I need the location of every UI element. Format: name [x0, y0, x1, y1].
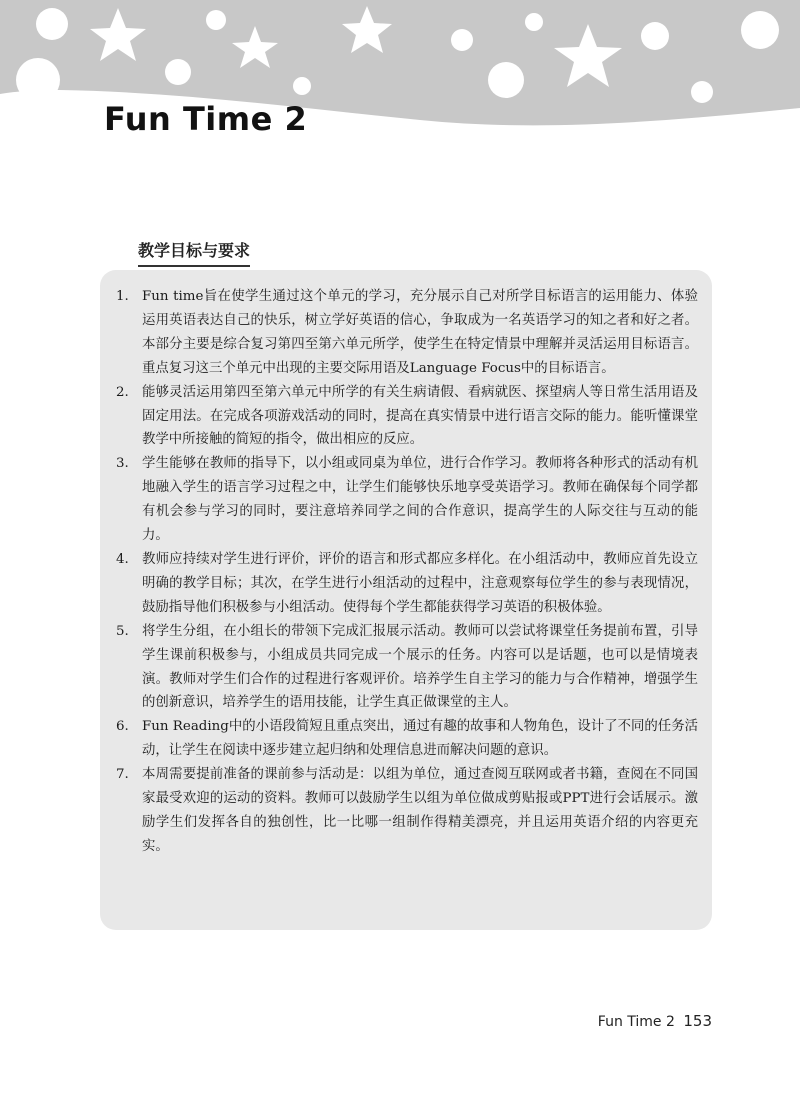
- page-footer: [598, 1012, 712, 1030]
- decorative-dot: [36, 8, 68, 40]
- decorative-dot: [525, 13, 543, 31]
- item-number: 4.: [116, 551, 129, 567]
- item-number: 6.: [116, 719, 129, 735]
- decorative-dot: [206, 10, 226, 30]
- item-text: 能够灵活运用第四至第六单元中所学的有关生病请假、看病就医、探望病人等日常生活用语及固定用法。在完成各项游戏活动的同时，提高在真实情景中进行语言交际的能力。能听懂课堂教学中所接触的简短的指令，做出相应的反应。: [142, 384, 698, 448]
- list-item: [116, 715, 698, 763]
- list-item: [116, 452, 698, 548]
- header-banner: [0, 0, 800, 170]
- list-item: [116, 548, 698, 620]
- list-item: [116, 381, 698, 453]
- decorative-dot: [165, 59, 191, 85]
- item-number: 7.: [116, 767, 129, 783]
- item-text: Fun time旨在使学生通过这个单元的学习，充分展示自己对所学目标语言的运用能力、体验运用英语表达自己的快乐，树立学好英语的信心，争取成为一名英语学习的知之者和好之者。本部分主要是综合复习第四至第六单元所学，使学生在特定情景中理解并灵活运用目标语言。重点复习这三个单元中出现的主要交际用语及Language Focus中的目标语言。: [142, 289, 698, 376]
- chapter-title: Fun Time 2: [104, 100, 308, 138]
- list-item: [116, 620, 698, 716]
- footer-section-label: Fun Time 2: [597, 1014, 675, 1030]
- decorative-dot: [16, 58, 60, 102]
- decorative-dot: [691, 81, 713, 103]
- item-text: 将学生分组，在小组长的带领下完成汇报展示活动。教师可以尝试将课堂任务提前布置，引导学生课前积极参与，小组成员共同完成一个展示的任务。内容可以是话题，也可以是情境表演。教师对学生们合作的过程进行客观评价。培养学生自主学习的能力与合作精神，增强学生的创新意识，培养学生的语用技能，让学生真正做课堂的主人。: [142, 623, 698, 711]
- item-text: Fun Reading中的小语段简短且重点突出，通过有趣的故事和人物角色，设计了不同的任务活动，让学生在阅读中逐步建立起归纳和处理信息进而解决问题的意识。: [142, 719, 698, 759]
- item-text: 教师应持续对学生进行评价，评价的语言和形式都应多样化。在小组活动中，教师应首先设立明确的教学目标；其次，在学生进行小组活动的过程中，注意观察每位学生的参与表现情况，鼓励指导他们积极参与小组活动。使得每个学生都能获得学习英语的积极体验。: [142, 551, 698, 615]
- item-text: 学生能够在教师的指导下，以小组或同桌为单位，进行合作学习。教师将各种形式的活动有机地融入学生的语言学习过程之中，让学生们能够快乐地享受英语学习。教师在确保每个同学都有机会参与学习的同时，要注意培养同学之间的合作意识，提高学生的人际交往与互动的能力。: [142, 456, 698, 544]
- item-number: 2.: [116, 384, 129, 400]
- decorative-dot: [641, 22, 669, 50]
- decorative-dot: [451, 29, 473, 51]
- page-number: 153: [683, 1012, 712, 1030]
- item-number: 3.: [116, 456, 129, 472]
- item-number: 5.: [116, 623, 129, 639]
- item-number: 1.: [116, 289, 129, 304]
- section-heading: 教学目标与要求: [138, 238, 250, 267]
- list-item: [116, 285, 698, 381]
- item-text: 本周需要提前准备的课前参与活动是：以组为单位，通过查阅互联网或者书籍，查阅在不同国家最受欢迎的运动的资料。教师可以鼓励学生以组为单位做成剪贴报或PPT进行会话展示。激励学生们发挥各自的独创性，比一比哪一组制作得精美漂亮，并且运用英语介绍的内容更充实。: [142, 767, 698, 854]
- decorative-dot: [293, 77, 311, 95]
- list-item: [116, 763, 698, 859]
- decorative-dot: [488, 62, 524, 98]
- decorative-dot: [741, 11, 779, 49]
- objectives-list: [116, 285, 698, 859]
